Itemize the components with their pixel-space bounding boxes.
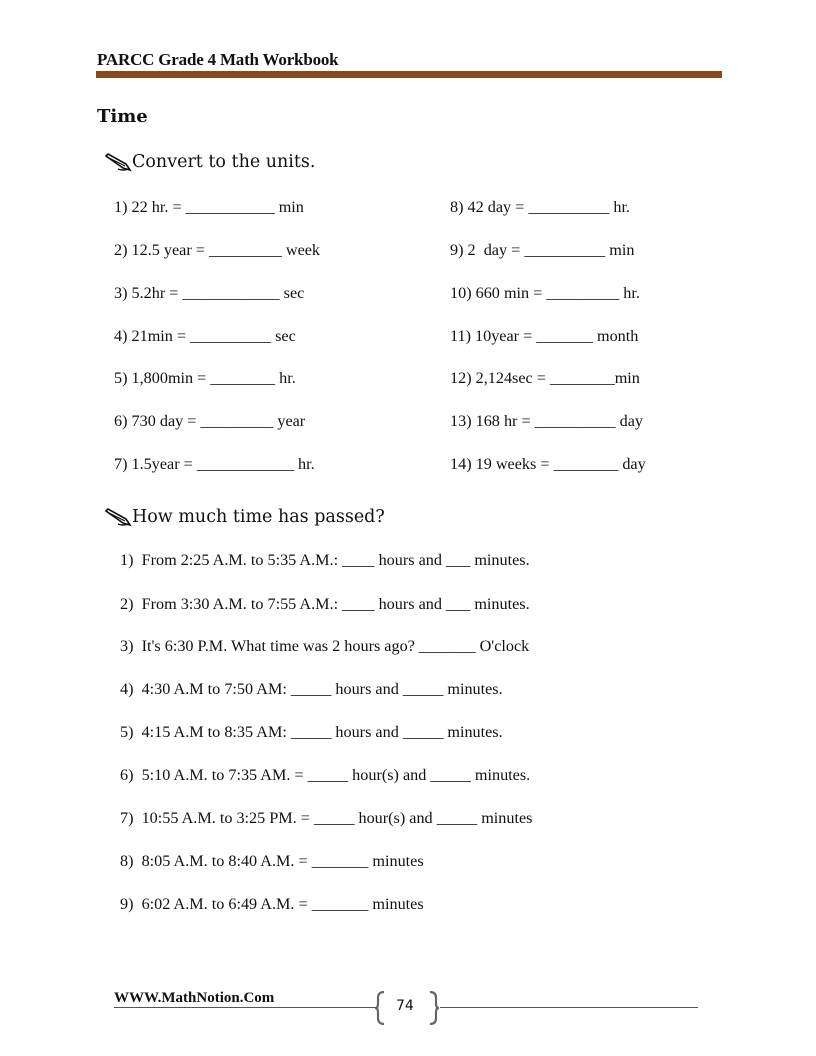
convert-item-13: 13) 168 hr = __________ day bbox=[450, 412, 644, 430]
section-title: Time bbox=[97, 106, 148, 127]
time-passed-item-3: 3) It's 6:30 P.M. What time was 2 hours ago? _______ O'clock bbox=[120, 637, 530, 655]
time-passed-item-1: 1) From 2:25 A.M. to 5:35 A.M.: ____ hours and ___ minutes. bbox=[120, 551, 530, 569]
pencil-icon bbox=[104, 152, 132, 172]
footer-website: WWW.MathNotion.Com bbox=[114, 990, 275, 1006]
left-brace-icon bbox=[374, 990, 386, 1026]
convert-item-1: 1) 22 hr. = ___________ min bbox=[114, 198, 304, 216]
convert-item-2: 2) 12.5 year = _________ week bbox=[114, 241, 321, 259]
time-passed-item-4: 4) 4:30 A.M to 7:50 AM: _____ hours and _____ minutes. bbox=[120, 680, 503, 698]
convert-item-7: 7) 1.5year = ____________ hr. bbox=[114, 455, 315, 473]
convert-item-4: 4) 21min = __________ sec bbox=[114, 327, 296, 345]
convert-heading bbox=[104, 152, 315, 172]
convert-item-5: 5) 1,800min = ________ hr. bbox=[114, 369, 296, 387]
time-passed-item-7: 7) 10:55 A.M. to 3:25 PM. = _____ hour(s) and _____ minutes bbox=[120, 809, 533, 827]
header-rule bbox=[96, 71, 722, 78]
footer-rule-right bbox=[440, 1007, 698, 1008]
time-passed-item-5: 5) 4:15 A.M to 8:35 AM: _____ hours and _____ minutes. bbox=[120, 723, 503, 741]
convert-item-11: 11) 10year = _______ month bbox=[450, 327, 639, 345]
time-passed-item-8: 8) 8:05 A.M. to 8:40 A.M. = _______ minutes bbox=[120, 852, 424, 870]
page-number: 74 bbox=[396, 998, 414, 1014]
workbook-title: PARCC Grade 4 Math Workbook bbox=[97, 50, 339, 69]
convert-item-3: 3) 5.2hr = ____________ sec bbox=[114, 284, 305, 302]
time-passed-item-2: 2) From 3:30 A.M. to 7:55 A.M.: ____ hours and ___ minutes. bbox=[120, 595, 530, 613]
convert-item-14: 14) 19 weeks = ________ day bbox=[450, 455, 646, 473]
convert-item-12: 12) 2,124sec = ________min bbox=[450, 369, 640, 387]
pencil-icon bbox=[104, 507, 132, 527]
convert-item-10: 10) 660 min = _________ hr. bbox=[450, 284, 640, 302]
right-brace-icon bbox=[428, 990, 440, 1026]
convert-heading-text: Convert to the units. bbox=[132, 152, 316, 172]
footer-rule-left bbox=[114, 1007, 376, 1008]
convert-item-6: 6) 730 day = _________ year bbox=[114, 412, 306, 430]
time-passed-heading-text: How much time has passed? bbox=[132, 507, 385, 527]
time-passed-item-6: 6) 5:10 A.M. to 7:35 AM. = _____ hour(s) and _____ minutes. bbox=[120, 766, 531, 784]
time-passed-heading bbox=[104, 507, 385, 527]
time-passed-item-9: 9) 6:02 A.M. to 6:49 A.M. = _______ minutes bbox=[120, 895, 424, 913]
convert-item-9: 9) 2 day = __________ min bbox=[450, 241, 635, 259]
convert-item-8: 8) 42 day = __________ hr. bbox=[450, 198, 630, 216]
